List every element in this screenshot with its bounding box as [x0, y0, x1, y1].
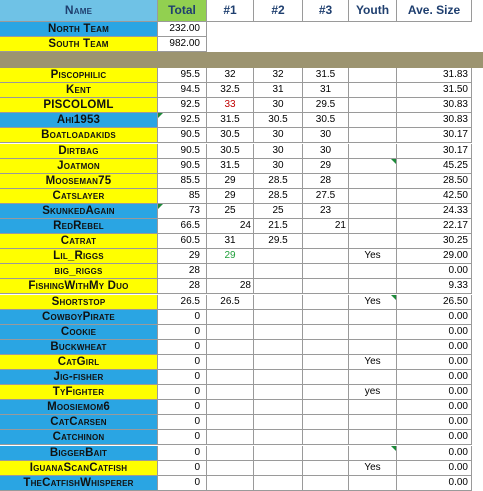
angler-youth[interactable]	[349, 204, 397, 219]
angler-round-2[interactable]	[254, 249, 303, 264]
table-row	[0, 385, 483, 400]
table-row	[0, 430, 483, 445]
angler-round-1[interactable]: 31.5	[207, 159, 254, 174]
angler-round-3[interactable]	[303, 325, 349, 340]
angler-round-1[interactable]	[207, 400, 254, 415]
angler-youth[interactable]: Yes	[349, 249, 397, 264]
angler-average-size[interactable]: 29.00	[397, 249, 472, 264]
angler-average-size[interactable]: 0.00	[397, 355, 472, 370]
angler-average-size[interactable]: 0.00	[397, 264, 472, 279]
angler-name[interactable]: Mooseman75	[0, 174, 158, 189]
angler-round-1[interactable]: 29	[207, 189, 254, 204]
header-average-size[interactable]: Ave. Size	[397, 0, 472, 22]
angler-name[interactable]: Joatmon	[0, 159, 158, 174]
angler-name[interactable]: Lil_Riggs	[0, 249, 158, 264]
table-row	[0, 415, 483, 430]
angler-name[interactable]: Kent	[0, 83, 158, 98]
angler-round-2[interactable]: 28.5	[254, 189, 303, 204]
angler-round-2[interactable]: 30	[254, 144, 303, 159]
angler-round-2[interactable]: 30	[254, 159, 303, 174]
angler-total[interactable]: 29	[158, 249, 207, 264]
angler-average-size[interactable]: 9.33	[397, 279, 472, 294]
angler-average-size[interactable]: 0.00	[397, 400, 472, 415]
angler-total[interactable]: 0	[158, 340, 207, 355]
angler-youth[interactable]: yes	[349, 385, 397, 400]
angler-name[interactable]: Catchinon	[0, 430, 158, 445]
angler-average-size[interactable]: 0.00	[397, 446, 472, 461]
angler-round-1[interactable]: 29	[207, 249, 254, 264]
angler-average-size[interactable]: 26.50	[397, 295, 472, 310]
angler-round-1[interactable]: 29	[207, 174, 254, 189]
angler-round-3[interactable]	[303, 310, 349, 325]
table-row	[0, 234, 483, 249]
angler-round-2[interactable]: 31	[254, 83, 303, 98]
angler-total[interactable]: 73	[158, 204, 207, 219]
angler-youth[interactable]	[349, 400, 397, 415]
angler-round-2[interactable]	[254, 370, 303, 385]
angler-total[interactable]: 26.5	[158, 295, 207, 310]
angler-average-size[interactable]: 30.83	[397, 113, 472, 128]
angler-total[interactable]: 0	[158, 385, 207, 400]
angler-round-3[interactable]	[303, 415, 349, 430]
angler-round-1[interactable]: 24	[207, 219, 254, 234]
table-row	[0, 219, 483, 234]
team-row-north	[0, 22, 483, 37]
angler-round-1[interactable]: 30.5	[207, 128, 254, 143]
angler-round-3[interactable]	[303, 249, 349, 264]
table-row	[0, 144, 483, 159]
table-row	[0, 325, 483, 340]
angler-average-size[interactable]: 0.00	[397, 325, 472, 340]
angler-round-2[interactable]: 29.5	[254, 234, 303, 249]
angler-round-2[interactable]	[254, 340, 303, 355]
angler-youth[interactable]: Yes	[349, 355, 397, 370]
angler-name[interactable]: CowboyPirate	[0, 310, 158, 325]
angler-total[interactable]: 92.5	[158, 98, 207, 113]
angler-youth[interactable]	[349, 430, 397, 445]
angler-youth[interactable]	[349, 415, 397, 430]
angler-round-1[interactable]: 26.5	[207, 295, 254, 310]
angler-round-2[interactable]	[254, 385, 303, 400]
angler-round-3[interactable]: 31	[303, 83, 349, 98]
angler-total[interactable]: 60.5	[158, 234, 207, 249]
header-round-3[interactable]: #3	[303, 0, 349, 22]
angler-round-1[interactable]	[207, 264, 254, 279]
angler-round-3[interactable]: 31.5	[303, 68, 349, 83]
angler-total[interactable]: 95.5	[158, 68, 207, 83]
angler-youth[interactable]	[349, 113, 397, 128]
angler-round-3[interactable]: 30	[303, 128, 349, 143]
header-total[interactable]: Total	[158, 0, 207, 22]
angler-total[interactable]: 90.5	[158, 144, 207, 159]
table-row	[0, 370, 483, 385]
team-row-south	[0, 37, 483, 52]
angler-youth[interactable]	[349, 83, 397, 98]
angler-name[interactable]: CatGirl	[0, 355, 158, 370]
angler-youth[interactable]	[349, 340, 397, 355]
angler-round-3[interactable]: 29.5	[303, 98, 349, 113]
angler-round-3[interactable]: 29	[303, 159, 349, 174]
table-row	[0, 159, 483, 174]
angler-round-1[interactable]	[207, 476, 254, 491]
angler-average-size[interactable]: 30.17	[397, 144, 472, 159]
angler-total[interactable]: 0	[158, 446, 207, 461]
angler-average-size[interactable]: 24.33	[397, 204, 472, 219]
angler-round-2[interactable]: 25	[254, 204, 303, 219]
header-name[interactable]: Name	[0, 0, 158, 22]
angler-name[interactable]: Moosiemom6	[0, 400, 158, 415]
angler-round-1[interactable]	[207, 430, 254, 445]
comment-marker-icon[interactable]	[158, 204, 163, 209]
table-row	[0, 355, 483, 370]
angler-round-1[interactable]	[207, 446, 254, 461]
angler-round-1[interactable]	[207, 310, 254, 325]
angler-round-2[interactable]	[254, 310, 303, 325]
angler-total[interactable]: 66.5	[158, 219, 207, 234]
angler-round-3[interactable]: 30	[303, 144, 349, 159]
angler-total[interactable]: 0	[158, 461, 207, 476]
angler-round-1[interactable]	[207, 415, 254, 430]
header-row	[0, 0, 483, 15]
angler-average-size[interactable]: 0.00	[397, 415, 472, 430]
angler-round-3[interactable]	[303, 234, 349, 249]
angler-name[interactable]: Boatloadakids	[0, 128, 158, 143]
angler-average-size[interactable]: 30.17	[397, 128, 472, 143]
angler-round-2[interactable]	[254, 325, 303, 340]
angler-youth[interactable]	[349, 476, 397, 491]
angler-name[interactable]: Jig-fisher	[0, 370, 158, 385]
angler-round-3[interactable]: 30.5	[303, 113, 349, 128]
table-row	[0, 340, 483, 355]
table-row	[0, 98, 483, 113]
angler-youth[interactable]	[349, 219, 397, 234]
team-total-north[interactable]: 232.00	[158, 22, 207, 37]
angler-average-size[interactable]: 0.00	[397, 310, 472, 325]
angler-total[interactable]: 0	[158, 476, 207, 491]
angler-round-2[interactable]	[254, 355, 303, 370]
angler-round-1[interactable]: 25	[207, 204, 254, 219]
angler-total[interactable]: 90.5	[158, 159, 207, 174]
angler-round-1[interactable]: 28	[207, 279, 254, 294]
team-name-south[interactable]: South Team	[0, 37, 158, 52]
angler-youth[interactable]	[349, 264, 397, 279]
table-row	[0, 204, 483, 219]
table-row	[0, 310, 483, 325]
angler-total[interactable]: 0	[158, 370, 207, 385]
angler-youth[interactable]	[349, 159, 397, 174]
angler-average-size[interactable]: 28.50	[397, 174, 472, 189]
angler-round-1[interactable]: 32.5	[207, 83, 254, 98]
angler-round-1[interactable]	[207, 461, 254, 476]
angler-youth[interactable]	[349, 446, 397, 461]
angler-youth[interactable]	[349, 279, 397, 294]
angler-name[interactable]: RedRebel	[0, 219, 158, 234]
separator-band	[0, 52, 483, 68]
angler-youth[interactable]	[349, 310, 397, 325]
angler-youth[interactable]	[349, 98, 397, 113]
angler-name[interactable]: Cookie	[0, 325, 158, 340]
table-row	[0, 476, 483, 491]
comment-marker-icon[interactable]	[391, 295, 396, 300]
angler-round-3[interactable]	[303, 446, 349, 461]
angler-name[interactable]: SkunkedAgain	[0, 204, 158, 219]
angler-round-3[interactable]	[303, 295, 349, 310]
angler-average-size[interactable]: 45.25	[397, 159, 472, 174]
angler-average-size[interactable]: 30.83	[397, 98, 472, 113]
angler-youth[interactable]: Yes	[349, 295, 397, 310]
angler-youth[interactable]	[349, 189, 397, 204]
table-row	[0, 189, 483, 204]
header-youth[interactable]: Youth	[349, 0, 397, 22]
angler-youth[interactable]	[349, 174, 397, 189]
angler-youth[interactable]	[349, 128, 397, 143]
angler-round-1[interactable]	[207, 370, 254, 385]
header-round-1[interactable]: #1	[207, 0, 254, 22]
angler-round-1[interactable]	[207, 325, 254, 340]
angler-total[interactable]: 90.5	[158, 128, 207, 143]
angler-youth[interactable]	[349, 144, 397, 159]
angler-total[interactable]: 28	[158, 279, 207, 294]
angler-average-size[interactable]: 30.25	[397, 234, 472, 249]
table-row	[0, 295, 483, 310]
angler-average-size[interactable]: 0.00	[397, 340, 472, 355]
angler-total[interactable]: 85	[158, 189, 207, 204]
angler-round-3[interactable]	[303, 264, 349, 279]
angler-total[interactable]: 94.5	[158, 83, 207, 98]
angler-round-3[interactable]	[303, 340, 349, 355]
table-row	[0, 400, 483, 415]
angler-name[interactable]: CatCarsen	[0, 415, 158, 430]
angler-average-size[interactable]: 0.00	[397, 476, 472, 491]
comment-marker-icon[interactable]	[391, 159, 396, 164]
angler-round-2[interactable]	[254, 295, 303, 310]
angler-round-3[interactable]	[303, 355, 349, 370]
angler-round-2[interactable]: 30	[254, 128, 303, 143]
angler-round-1[interactable]	[207, 355, 254, 370]
angler-average-size[interactable]: 0.00	[397, 461, 472, 476]
angler-round-2[interactable]	[254, 264, 303, 279]
angler-average-size[interactable]: 22.17	[397, 219, 472, 234]
table-row	[0, 279, 483, 294]
comment-marker-icon[interactable]	[158, 113, 163, 118]
angler-name[interactable]: TheCatfishWhisperer	[0, 476, 158, 491]
table-row	[0, 174, 483, 189]
angler-round-1[interactable]	[207, 385, 254, 400]
angler-youth[interactable]	[349, 325, 397, 340]
angler-name[interactable]: Catslayer	[0, 189, 158, 204]
table-row	[0, 113, 483, 128]
angler-round-2[interactable]	[254, 446, 303, 461]
angler-total[interactable]: 28	[158, 264, 207, 279]
angler-average-size[interactable]: 0.00	[397, 430, 472, 445]
angler-name[interactable]: PISCOLOML	[0, 98, 158, 113]
angler-round-2[interactable]	[254, 476, 303, 491]
angler-total[interactable]: 0	[158, 430, 207, 445]
angler-round-2[interactable]	[254, 461, 303, 476]
angler-total[interactable]: 0	[158, 415, 207, 430]
angler-average-size[interactable]: 42.50	[397, 189, 472, 204]
table-row	[0, 249, 483, 264]
angler-round-3[interactable]: 23	[303, 204, 349, 219]
angler-round-2[interactable]: 30	[254, 98, 303, 113]
angler-round-1[interactable]: 33	[207, 98, 254, 113]
angler-round-1[interactable]: 31	[207, 234, 254, 249]
angler-round-1[interactable]: 32	[207, 68, 254, 83]
table-row	[0, 446, 483, 461]
angler-name[interactable]: BiggerBait	[0, 446, 158, 461]
angler-round-2[interactable]	[254, 430, 303, 445]
angler-average-size[interactable]: 31.50	[397, 83, 472, 98]
angler-round-3[interactable]: 21	[303, 219, 349, 234]
angler-round-1[interactable]: 30.5	[207, 144, 254, 159]
angler-round-3[interactable]	[303, 476, 349, 491]
angler-total[interactable]: 0	[158, 355, 207, 370]
angler-total[interactable]: 0	[158, 400, 207, 415]
angler-round-3[interactable]	[303, 385, 349, 400]
table-row	[0, 128, 483, 143]
table-row	[0, 83, 483, 98]
angler-youth[interactable]	[349, 68, 397, 83]
angler-round-2[interactable]	[254, 279, 303, 294]
angler-name[interactable]: Ahi1953	[0, 113, 158, 128]
angler-name[interactable]: Catrat	[0, 234, 158, 249]
angler-round-2[interactable]: 32	[254, 68, 303, 83]
angler-total[interactable]: 85.5	[158, 174, 207, 189]
table-row	[0, 461, 483, 476]
angler-round-2[interactable]: 21.5	[254, 219, 303, 234]
angler-name[interactable]: Buckwheat	[0, 340, 158, 355]
angler-total[interactable]: 0	[158, 310, 207, 325]
angler-round-3[interactable]	[303, 279, 349, 294]
angler-round-2[interactable]: 28.5	[254, 174, 303, 189]
angler-total[interactable]: 0	[158, 325, 207, 340]
angler-round-2[interactable]: 30.5	[254, 113, 303, 128]
team-total-south[interactable]: 982.00	[158, 37, 207, 52]
angler-round-1[interactable]	[207, 340, 254, 355]
angler-name[interactable]: Piscophilic	[0, 68, 158, 83]
angler-youth[interactable]	[349, 370, 397, 385]
angler-round-2[interactable]	[254, 400, 303, 415]
angler-average-size[interactable]: 0.00	[397, 385, 472, 400]
angler-youth[interactable]: Yes	[349, 461, 397, 476]
team-name-north[interactable]: North Team	[0, 22, 158, 37]
angler-name[interactable]: big_riggs	[0, 264, 158, 279]
angler-name[interactable]: FishingWithMy Duo	[0, 279, 158, 294]
angler-name[interactable]: Shortstop	[0, 295, 158, 310]
angler-round-3[interactable]: 27.5	[303, 189, 349, 204]
angler-name[interactable]: TyFighter	[0, 385, 158, 400]
angler-name[interactable]: IguanaScanCatfish	[0, 461, 158, 476]
table-row	[0, 68, 483, 83]
angler-average-size[interactable]: 31.83	[397, 68, 472, 83]
angler-average-size[interactable]: 0.00	[397, 370, 472, 385]
angler-round-3[interactable]	[303, 430, 349, 445]
angler-round-2[interactable]	[254, 415, 303, 430]
angler-round-3[interactable]: 28	[303, 174, 349, 189]
header-round-2[interactable]: #2	[254, 0, 303, 22]
angler-name[interactable]: Dirtbag	[0, 144, 158, 159]
angler-youth[interactable]	[349, 234, 397, 249]
angler-round-3[interactable]	[303, 400, 349, 415]
angler-round-3[interactable]	[303, 461, 349, 476]
angler-round-1[interactable]: 31.5	[207, 113, 254, 128]
comment-marker-icon[interactable]	[391, 446, 396, 451]
table-row	[0, 264, 483, 279]
angler-round-3[interactable]	[303, 370, 349, 385]
angler-total[interactable]: 92.5	[158, 113, 207, 128]
